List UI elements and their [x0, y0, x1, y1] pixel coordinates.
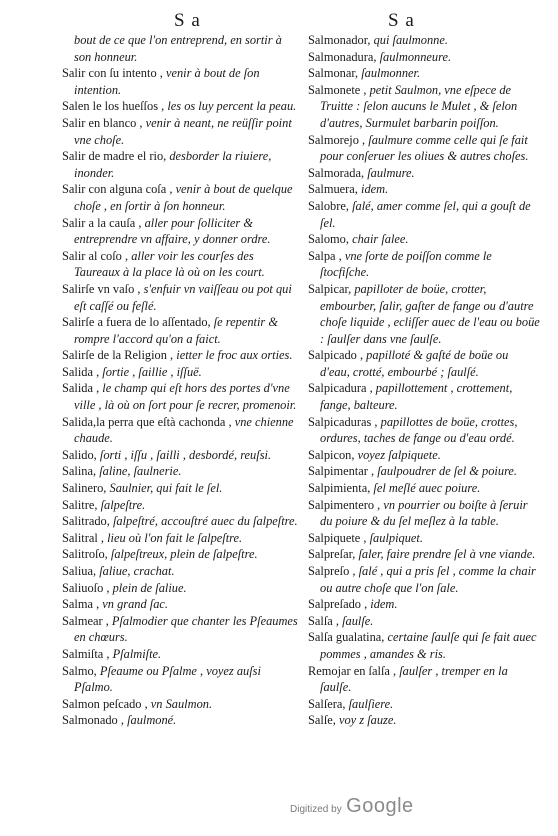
entry-headword: Salpicado , — [308, 348, 364, 363]
dictionary-entry — [308, 198, 540, 231]
entry-headword: Salirſe a fuera de lo aſſentado, — [62, 315, 211, 330]
dictionary-entry — [62, 696, 300, 713]
entry-headword: Salpiquete , — [308, 530, 367, 545]
dictionary-entry — [62, 712, 300, 729]
entry-headword: Salobre, — [308, 198, 349, 213]
dictionary-entry — [62, 148, 300, 181]
entry-definition: les os luy percent la peau. — [167, 99, 297, 114]
dictionary-entry — [62, 663, 300, 696]
entry-definition: lieu où l'on fait le ſalpeſtre. — [107, 530, 243, 545]
entry-definition: papillottement , crottement, fange, balteure. — [320, 381, 513, 413]
entry-definition: idem. — [361, 182, 389, 197]
entry-headword: Salido, — [62, 447, 97, 462]
entry-definition: venir à bout de ſon intention. — [74, 66, 260, 97]
dictionary-entry — [62, 480, 300, 497]
entry-headword: Salmon peſcado , — [62, 696, 148, 711]
dictionary-entry — [308, 82, 540, 132]
entry-headword: Salmonadura, — [308, 49, 377, 64]
dictionary-entry — [308, 480, 540, 497]
entry-definition: ſaulmonneure. — [379, 49, 452, 64]
entry-definition: vn Saulmon. — [150, 696, 213, 711]
entry-definition: ſaulſiere. — [348, 696, 394, 711]
entry-headword: Salmuera, — [308, 182, 358, 197]
dictionary-entry — [62, 32, 300, 65]
entry-definition: Saulnier, qui fait le ſel. — [109, 481, 223, 496]
dictionary-entry — [62, 181, 300, 214]
entry-definition: qui ſaulmonne. — [373, 33, 448, 47]
entry-definition: ſaulpoudrer de ſel & poiure. — [377, 464, 518, 479]
entry-headword: Salida , — [62, 364, 100, 379]
entry-headword: Remojar en ſalſa , — [308, 663, 397, 678]
entry-headword: Salitral , — [62, 530, 104, 545]
dictionary-entry — [308, 281, 540, 347]
entry-definition: ſaulmure. — [367, 165, 415, 180]
dictionary-entry — [308, 696, 540, 713]
dictionary-entry — [308, 414, 540, 447]
entry-headword: Salirſe de la Religion , — [62, 348, 174, 363]
entry-definition: vn pourrier ou boiſte à ſeruir du poiure & du ſel meſlez à la table. — [320, 497, 528, 529]
entry-definition: ſorti , iſſu , ſailli , desbordé, reuſsi. — [99, 447, 272, 462]
entry-headword: Salpicadura , — [308, 381, 373, 396]
entry-definition: ſaulſer , tremper en la ſaulſe. — [320, 663, 508, 695]
dictionary-entry — [308, 49, 540, 66]
dictionary-entry — [62, 563, 300, 580]
dictionary-entry — [62, 497, 300, 514]
entry-headword: Salſa , — [308, 613, 339, 628]
dictionary-entry — [62, 580, 300, 597]
entry-headword: Salir al coſo , — [62, 248, 129, 263]
entry-headword: Salmonar, — [308, 66, 359, 81]
dictionary-entry — [308, 563, 540, 596]
entry-definition: ſaulſe. — [342, 613, 374, 628]
entry-definition: ſalé, amer comme ſel, qui a gouſt de ſel. — [320, 198, 531, 230]
entry-headword: Salpreſo , — [308, 564, 356, 578]
entry-headword: Salmorejo , — [308, 132, 366, 147]
dictionary-entry — [308, 497, 540, 530]
dictionary-entry — [308, 463, 540, 480]
dictionary-entry — [308, 530, 540, 547]
dictionary-entry — [308, 132, 540, 165]
entry-headword: Salmiſta , — [62, 646, 110, 661]
entry-headword: Salmonador, — [308, 33, 371, 47]
entry-headword: Salpicon, — [308, 447, 355, 462]
entry-headword: Salir en blanco , — [62, 115, 143, 130]
entry-headword: Salitroſo, — [62, 547, 108, 562]
entry-definition: s'enfuir vn vaiſſeau ou pot qui eſt caſſé ou feſlé. — [74, 281, 292, 313]
entry-definition: chair ſalee. — [352, 232, 409, 247]
dictionary-entry — [308, 447, 540, 464]
entry-definition: bout de ce que l'on entreprend, en sortir à son honneur. — [74, 33, 282, 64]
dictionary-entry — [308, 347, 540, 380]
entry-definition: ſaler, faire prendre ſel à vne viande. — [358, 547, 536, 562]
entry-definition: vne ſorte de poiſſon comme le ſtocfiſche. — [320, 248, 492, 280]
dictionary-entry — [62, 596, 300, 613]
entry-definition: voy z ſauze. — [338, 713, 397, 728]
entry-definition: vn grand ſac. — [102, 597, 169, 612]
dictionary-entry — [62, 513, 300, 530]
dictionary-entry — [308, 613, 540, 630]
entry-headword: Salmear , — [62, 613, 109, 628]
running-head-left: S a — [174, 10, 201, 31]
dictionary-entry — [308, 165, 540, 182]
entry-headword: Salomo, — [308, 232, 349, 247]
entry-definition: plein de ſaliue. — [112, 580, 187, 595]
dictionary-entry — [308, 712, 540, 729]
entry-definition: desborder la riuiere, inonder. — [74, 149, 272, 180]
entry-headword: Salpicaduras , — [308, 414, 378, 429]
entry-headword: Saliuoſo , — [62, 580, 110, 595]
entry-definition: ſaline, ſaulnerie. — [99, 464, 182, 479]
dictionary-entry — [308, 231, 540, 248]
entry-headword: Salpreſado , — [308, 597, 368, 612]
dictionary-entry — [62, 447, 300, 464]
entry-definition: ſaulmoné. — [127, 713, 177, 728]
dictionary-entry — [62, 613, 300, 646]
dictionary-entry — [62, 98, 300, 115]
entry-definition: papilloté & gaſté de boüe ou d'eau, crotté, embourbé ; ſaulſé. — [320, 348, 509, 379]
dictionary-entry — [62, 530, 300, 547]
dictionary-entry — [62, 380, 300, 413]
dictionary-entry — [308, 181, 540, 198]
entry-definition: ſaulpiquet. — [369, 530, 423, 545]
dictionary-entry — [62, 347, 300, 364]
dictionary-entry — [62, 414, 300, 447]
dictionary-entry — [308, 380, 540, 413]
entry-headword: Salpa , — [308, 248, 342, 263]
entry-headword: Salmorada, — [308, 165, 365, 180]
entry-definition: papillottes de boüe, crottes, ordures, taches de fange ou d'eau ordé. — [320, 414, 518, 446]
entry-definition: aller voir les courſes des Taureaux à la place là où on les court. — [74, 248, 265, 280]
dictionary-entry — [308, 248, 540, 281]
entry-headword: Salpimentar , — [308, 464, 375, 479]
dictionary-entry — [308, 65, 540, 82]
dictionary-entry — [308, 663, 540, 696]
entry-headword: Salina, — [62, 464, 97, 479]
entry-definition: ſe repentir & rompre l'accord qu'on a faict. — [74, 315, 278, 346]
entry-headword: Salitre, — [62, 497, 98, 512]
entry-headword: Saliua, — [62, 564, 97, 578]
dictionary-entry — [62, 463, 300, 480]
entry-definition: vne chienne chaude. — [74, 414, 294, 446]
entry-definition: papilloter de boüe, crotter, embourber, ſalir, gaſter de fange ou d'autre choſe liquide , ecliſſer auec de l'eau ou boüe : ſaulſer dans vne ſaulſe. — [320, 281, 540, 346]
entry-headword: Salſera, — [308, 696, 346, 711]
entry-definition: Pſeaume ou Pſalme , voyez auſsi Pſalmo. — [74, 663, 261, 695]
google-logo-text: Google — [346, 795, 414, 817]
entry-headword: Salmonete , — [308, 82, 367, 97]
entry-headword: Salinero, — [62, 481, 107, 496]
entry-headword: Salida,la perra que eſtà cachonda , — [62, 414, 232, 429]
entry-definition: ſortie , ſaillie , iſſuë. — [102, 364, 202, 379]
entry-definition: le champ qui eſt hors des portes d'vne ville , là où on ſort pour ſe recrer, promenoir. — [74, 381, 297, 413]
dictionary-entry — [308, 546, 540, 563]
entry-definition: ſalé , qui a pris ſel , comme la chair ou autre choſe que l'on ſale. — [320, 564, 536, 595]
entry-definition: ſaulmonner. — [361, 66, 421, 81]
entry-headword: Salir con alguna coſa , — [62, 182, 173, 197]
entry-headword: Salpimienta, — [308, 481, 371, 496]
entry-headword: Salmo, — [62, 663, 97, 678]
running-head-right: S a — [388, 10, 415, 31]
dictionary-entry — [62, 646, 300, 663]
entry-definition: Pſalmiſte. — [112, 646, 162, 661]
dictionary-entry — [62, 215, 300, 248]
entry-definition: certaine ſaulſe qui ſe fait auec pommes , amandes & ris. — [320, 630, 537, 661]
entry-definition: Pſalmodier que chanter les Pſeaumes en chœurs. — [74, 613, 298, 645]
entry-headword: Salma , — [62, 597, 100, 612]
entry-headword: Salen le los hueſſos , — [62, 99, 165, 114]
entry-headword: Salſa gualatina, — [308, 630, 385, 645]
entry-headword: Salir con ſu intento , — [62, 66, 163, 81]
digitized-by-google-watermark — [290, 795, 414, 818]
dictionary-entry — [308, 596, 540, 613]
page-header — [0, 10, 558, 32]
dictionary-entry — [62, 546, 300, 563]
entry-definition: idem. — [370, 597, 398, 612]
entry-definition: ſaliue, crachat. — [99, 564, 175, 578]
dictionary-entry — [308, 629, 540, 662]
entry-headword: Salſe, — [308, 713, 336, 728]
entry-definition: venir à neant, ne reüſſir point vne choſe. — [74, 115, 292, 147]
entry-definition: ſalpeſtré, accouſtré auec du ſalpeſtre. — [112, 514, 298, 529]
dictionary-entry — [62, 248, 300, 281]
dictionary-entry — [62, 364, 300, 381]
right-column — [308, 32, 540, 729]
entry-definition: petit Saulmon, vne eſpece de Truitte : ſelon aucuns le Mulet , & ſelon d'autres, Surmulet barbarin poiſſon. — [320, 82, 518, 130]
entry-headword: Salpreſar, — [308, 547, 356, 562]
digitized-by-text: Digitized by — [290, 804, 342, 815]
dictionary-entry — [308, 32, 540, 49]
entry-headword: Salir a la cauſa , — [62, 215, 142, 230]
entry-definition: aller pour ſolliciter & entreprendre vn affaire, y donner ordre. — [74, 215, 271, 247]
entry-headword: Salida , — [62, 381, 100, 396]
entry-definition: ietter le froc aux orties. — [176, 348, 293, 363]
entry-definition: ſel meſlé auec poiure. — [373, 481, 481, 496]
dictionary-entry — [62, 65, 300, 98]
dictionary-entry — [62, 314, 300, 347]
dictionary-entry — [62, 281, 300, 314]
entry-definition: ſaulmure comme celle qui ſe fait pour conſeruer les oliues & autres choſes. — [320, 132, 529, 164]
entry-headword: Salpicar, — [308, 281, 352, 296]
dictionary-entry — [62, 115, 300, 148]
entry-definition: ſalpeſtreux, plein de ſalpeſtre. — [110, 547, 258, 562]
entry-headword: Salmonado , — [62, 713, 124, 728]
entry-definition: ſalpeſtre. — [100, 497, 146, 512]
entry-headword: Salpimentero , — [308, 497, 381, 512]
entry-definition: voyez ſalpiquete. — [357, 447, 441, 462]
entry-headword: Salir de madre el rio, — [62, 149, 167, 164]
entry-headword: Salirſe vn vaſo , — [62, 281, 141, 296]
left-column — [62, 32, 300, 729]
entry-headword: Salitrado, — [62, 514, 110, 529]
entry-definition: venir à bout de quelque choſe , en ſortir à ſon honneur. — [74, 182, 293, 213]
